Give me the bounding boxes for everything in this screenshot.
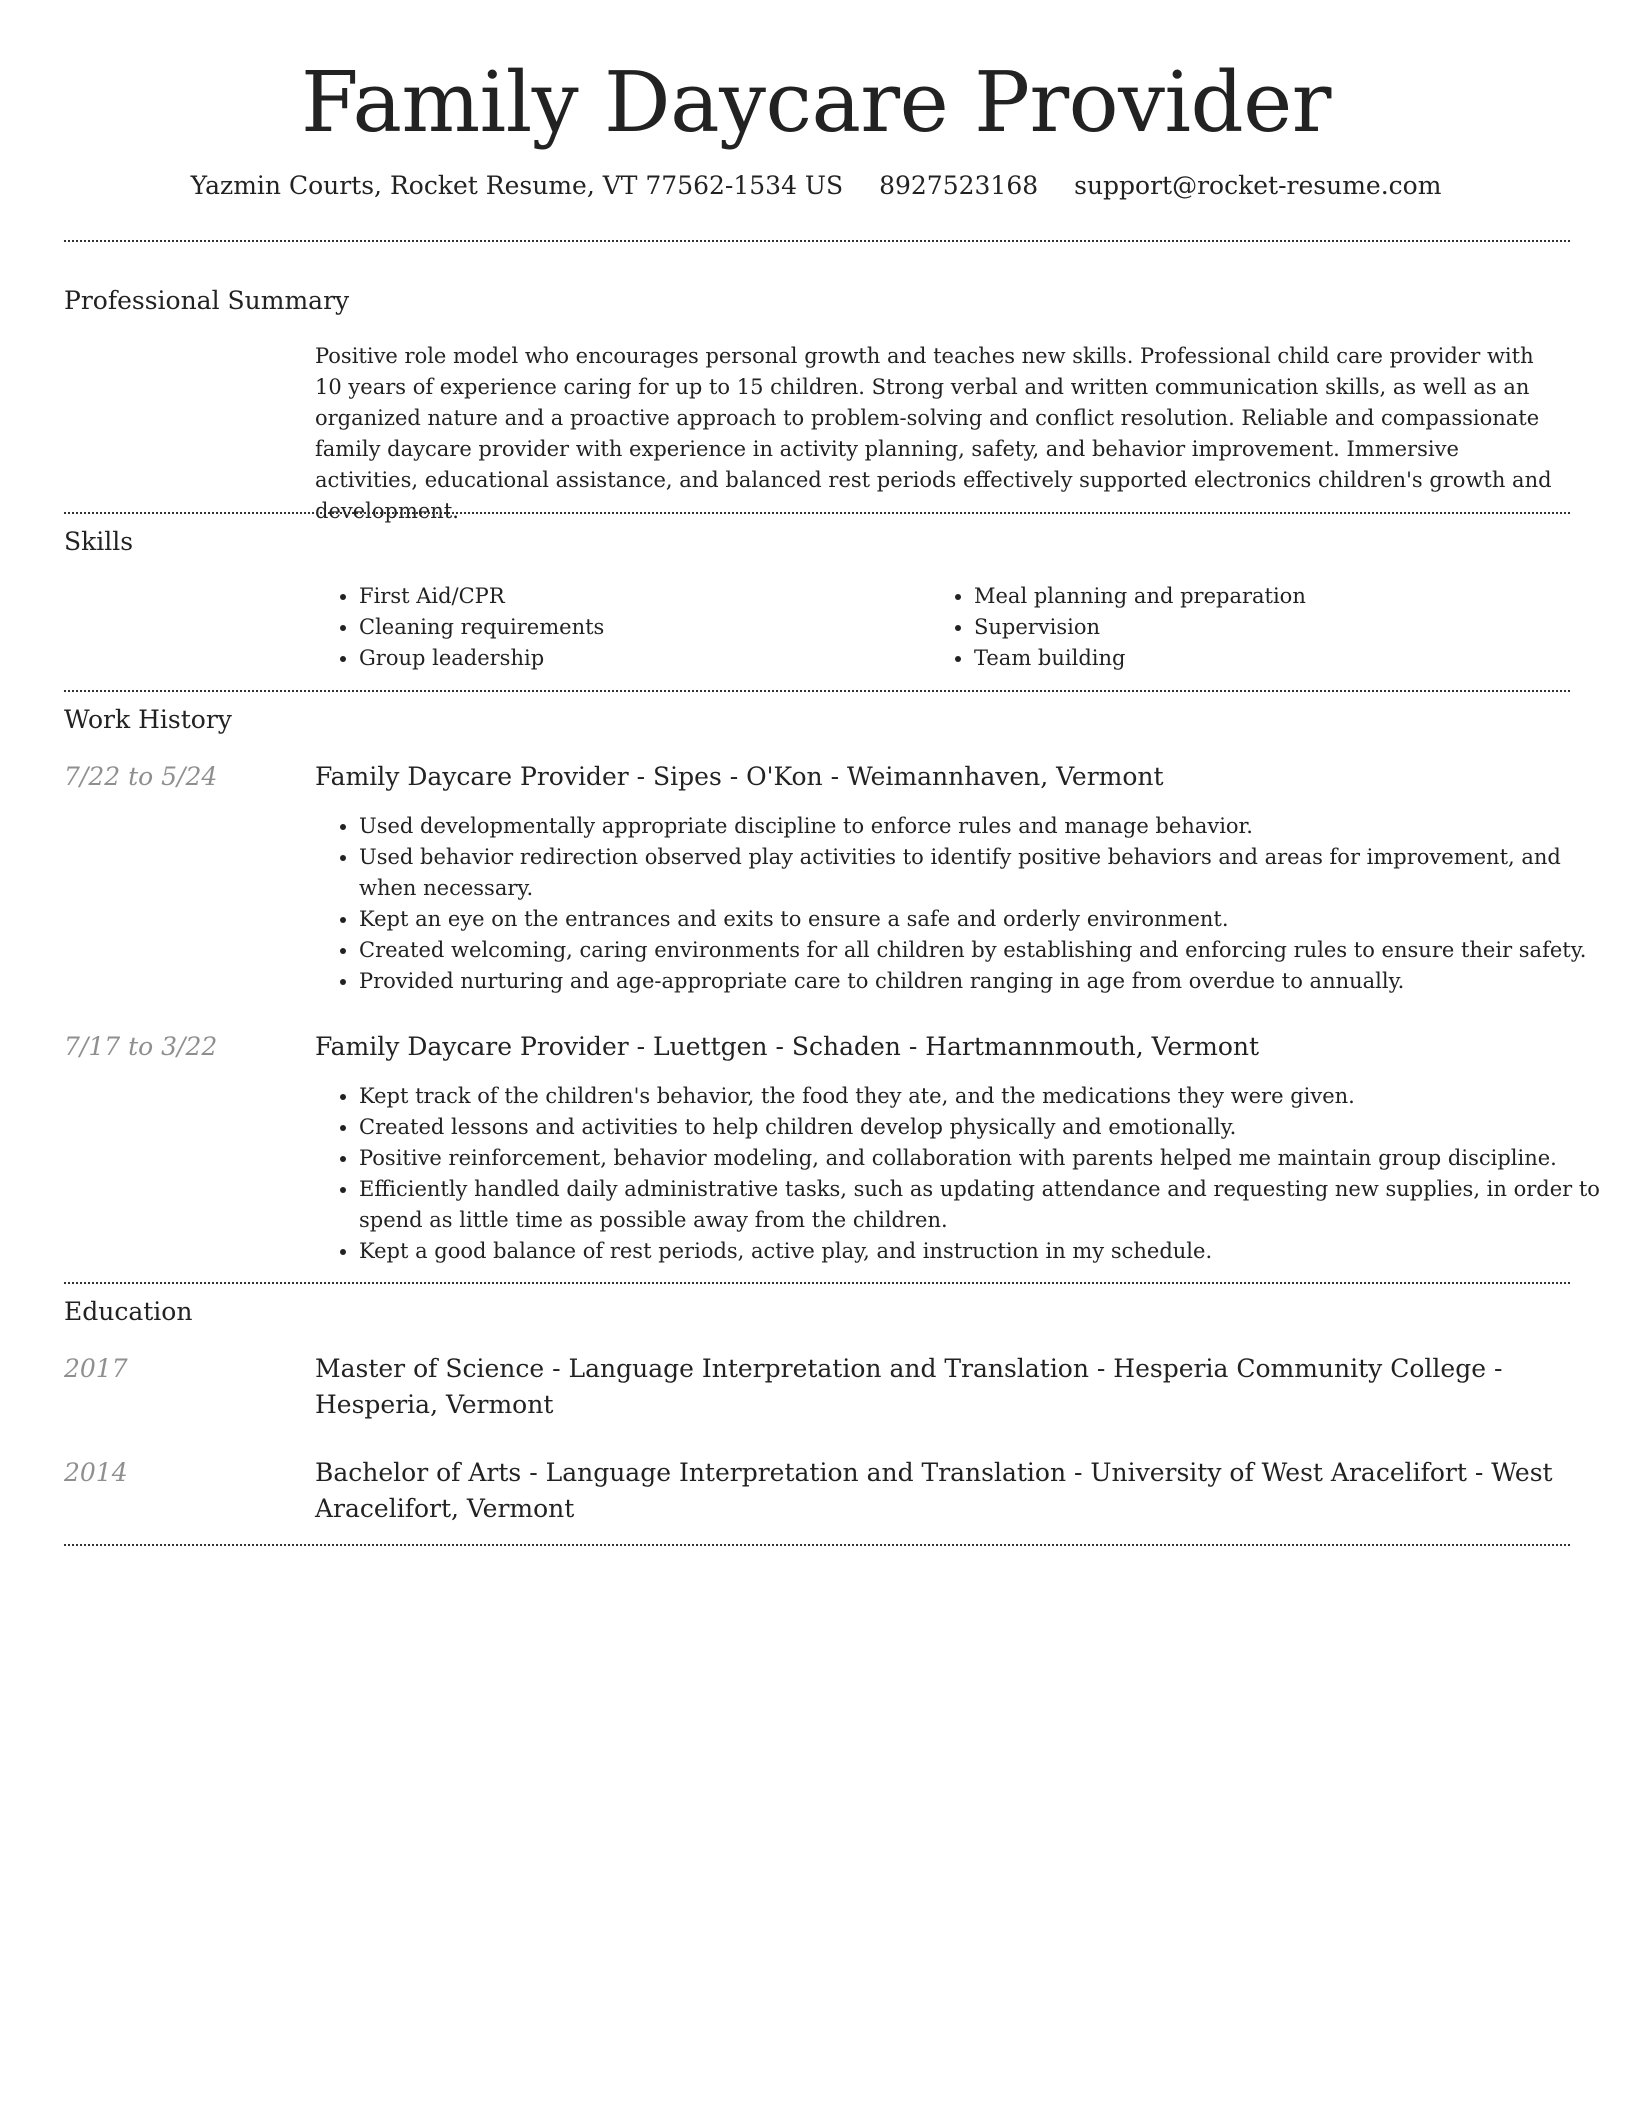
contact-address: Yazmin Courts, Rocket Resume, VT 77562-1534 US <box>190 171 844 200</box>
job-bullet: • Kept a good balance of rest periods, active play, and instruction in my schedule. <box>359 1236 1609 1267</box>
divider <box>64 1544 1570 1546</box>
summary-text: Positive role model who encourages personal growth and teaches new skills. Professional child care provider with 10 years of experience caring for up to 15 children. Strong verbal and written communication skills, as well as an organized nature and a proactive approach to problem-solving and conflict resolution. Reliable and compassionate family daycare provider with experience in activity planning, safety, and behavior improvement. Immersive activities, educational assistance, and balanced rest periods effectively supported electronics children's growth and development. <box>315 344 1552 523</box>
job-bullet: • Provided nurturing and age-appropriate care to children ranging in age from overdue to annually. <box>359 966 1609 997</box>
skill-item: • First Aid/CPR <box>359 581 919 612</box>
resume-name: Family Daycare Provider <box>301 54 1331 151</box>
contact-email: support@rocket-resume.com <box>1074 171 1442 200</box>
work-heading: Work History <box>64 705 232 734</box>
skill-item: • Supervision <box>974 612 1534 643</box>
job-title: Family Daycare Provider - Luettgen - Schaden - Hartmannmouth, Vermont <box>315 1032 1260 1061</box>
job-bullets <box>315 811 1609 997</box>
skill-item: • Meal planning and preparation <box>974 581 1534 612</box>
job-dates: 7/17 to 3/22 <box>64 1032 218 1061</box>
job-bullet: • Kept track of the children's behavior, the food they ate, and the medications they were given. <box>359 1081 1609 1112</box>
skill-item: • Cleaning requirements <box>359 612 919 643</box>
divider <box>64 1282 1570 1284</box>
education-year: 2017 <box>64 1354 128 1383</box>
education-entry: Bachelor of Arts - Language Interpretation and Translation - University of West Aracelifort - West Aracelifort, Vermont <box>315 1458 1553 1523</box>
job-bullet: • Created welcoming, caring environments for all children by establishing and enforcing rules to ensure their safety. <box>359 935 1609 966</box>
education-heading: Education <box>64 1297 193 1326</box>
job-dates: 7/22 to 5/24 <box>64 762 218 791</box>
skills-heading: Skills <box>64 527 134 556</box>
job-bullet: • Used behavior redirection observed play activities to identify positive behaviors and areas for improvement, and when necessary. <box>359 842 1609 904</box>
job-bullets <box>315 1081 1609 1267</box>
education-entry: Master of Science - Language Interpretation and Translation - Hesperia Community College - Hesperia, Vermont <box>315 1354 1503 1419</box>
divider <box>64 512 1570 514</box>
contact-line <box>0 168 1632 204</box>
skill-item: • Team building <box>974 643 1534 674</box>
job-bullet: • Created lessons and activities to help children develop physically and emotionally. <box>359 1112 1609 1143</box>
job-bullet: • Used developmentally appropriate discipline to enforce rules and manage behavior. <box>359 811 1609 842</box>
skills-list-left <box>315 581 919 674</box>
divider <box>64 690 1570 692</box>
skill-item: • Group leadership <box>359 643 919 674</box>
job-bullet: • Positive reinforcement, behavior modeling, and collaboration with parents helped me maintain group discipline. <box>359 1143 1609 1174</box>
education-year: 2014 <box>64 1458 128 1487</box>
job-bullet: • Efficiently handled daily administrative tasks, such as updating attendance and requesting new supplies, in order to spend as little time as possible away from the children. <box>359 1174 1609 1236</box>
summary-heading: Professional Summary <box>64 286 350 315</box>
job-bullet: • Kept an eye on the entrances and exits to ensure a safe and orderly environment. <box>359 904 1609 935</box>
divider <box>64 240 1570 242</box>
skills-list-right <box>930 581 1534 674</box>
contact-phone: 8927523168 <box>879 171 1039 200</box>
job-title: Family Daycare Provider - Sipes - O'Kon - Weimannhaven, Vermont <box>315 762 1164 791</box>
